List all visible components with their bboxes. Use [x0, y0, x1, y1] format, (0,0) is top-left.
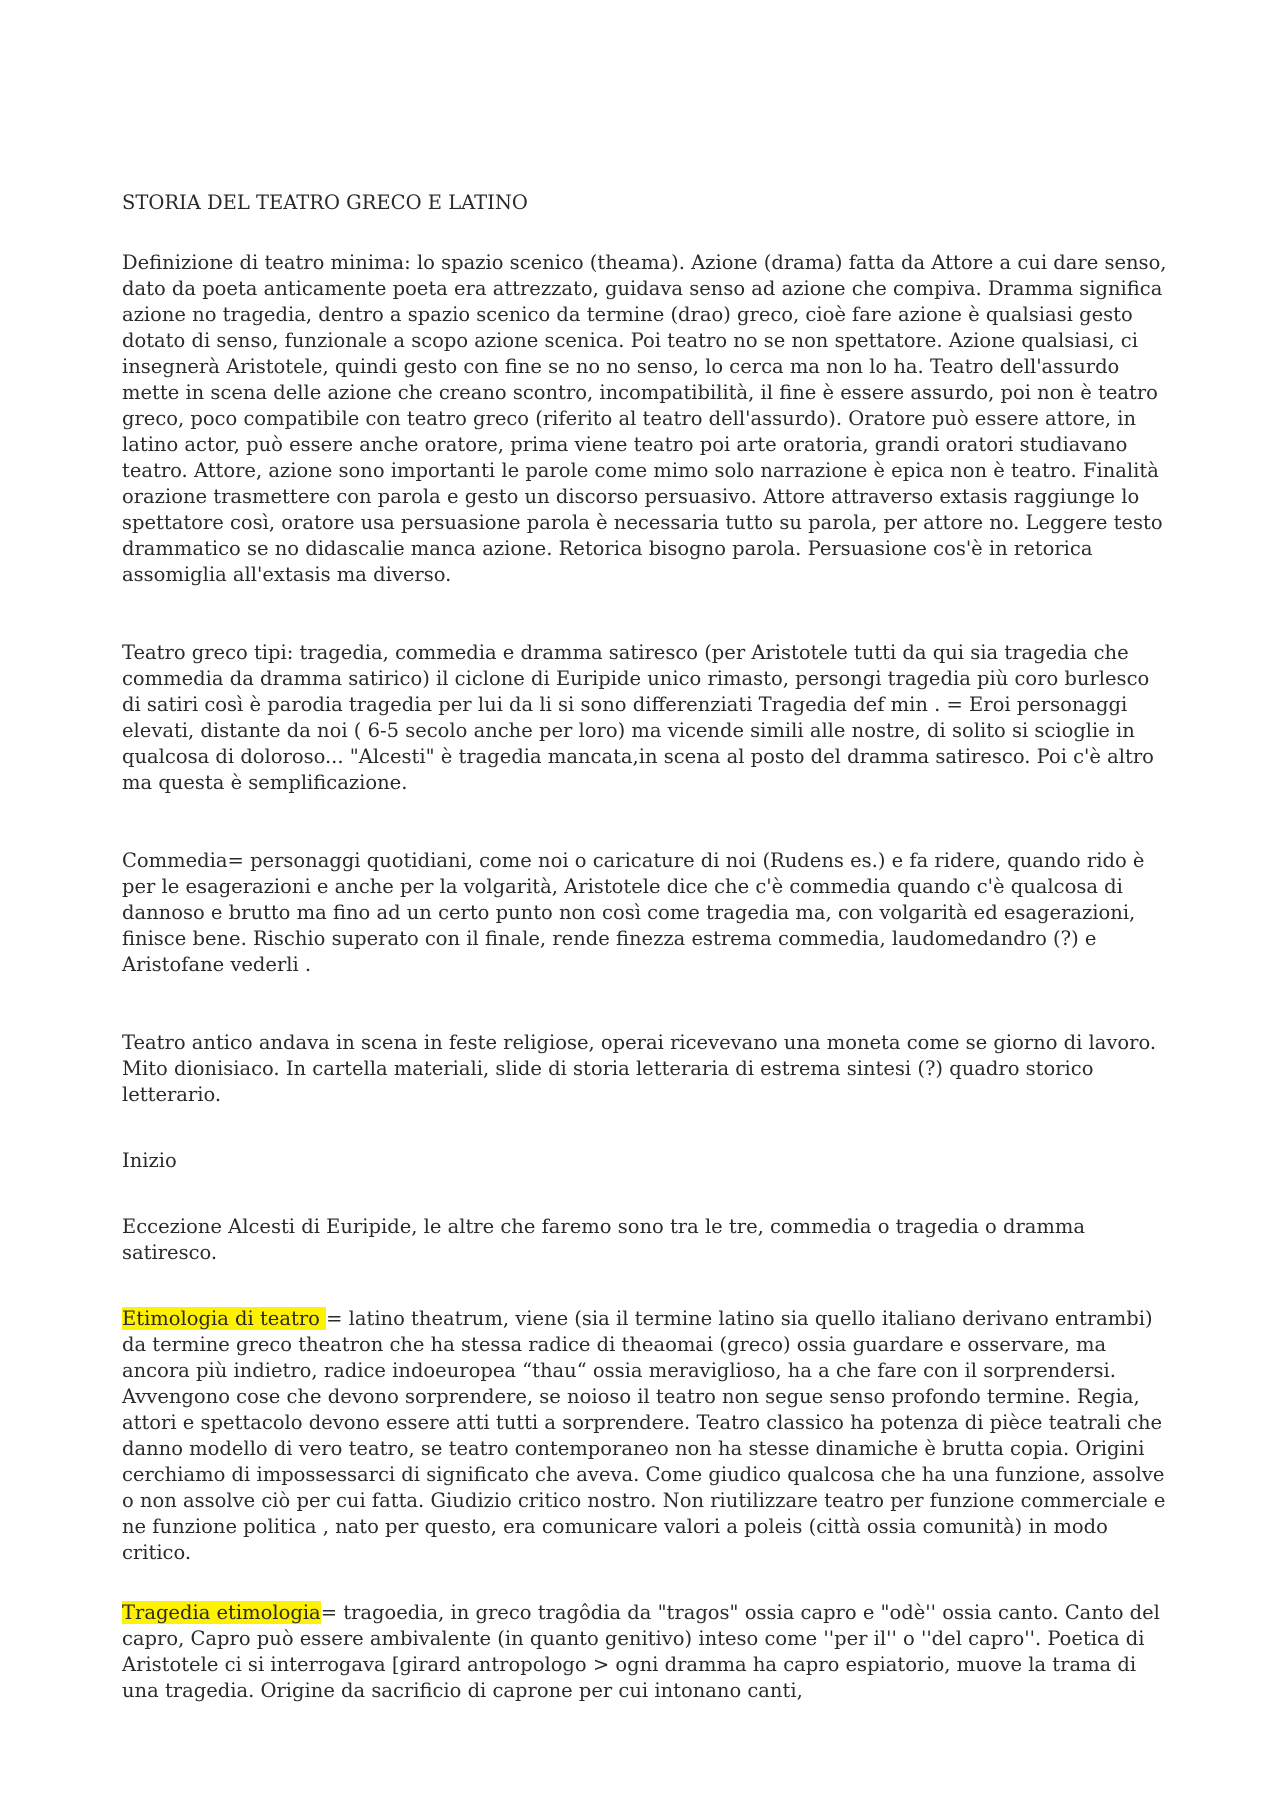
paragraph-text: Definizione di teatro minima: lo spazio scenico (theama). Azione (drama) fatta da Attore a cui dare senso, dato da poeta anticamente poeta era attrezzato, guidava senso ad azione che compiva. Dramma significa azione no tragedia, dentro a spazio scenico da termine (drao) greco, cioè fare azione è qualsiasi gesto dotato di senso, funzionale a scopo azione scenica. Poi teatro no se non spettatore. Azione qualsiasi, ci insegnerà Aristotele, quindi gesto con fine se no no senso, lo cerca ma non lo ha. Teatro dell'assurdo mette in scena delle azione che creano scontro, incompatibilità, il fine è essere assurdo, poi non è teatro greco, poco compatibile con teatro greco (riferito al teatro dell'assurdo). Oratore può essere attore, in latino actor, può essere anche oratore, prima viene teatro poi arte oratoria, grandi oratori studiavano teatro. Attore, azione sono importanti le parole come mimo solo narrazione è epica non è teatro. Finalità orazione trasmettere con parola e gesto un discorso persuasivo. Attore attraverso extasis raggiunge lo spettatore così, oratore usa persuasione parola è necessaria tutto su parola, per attore no. Leggere testo drammatico se no didascalie manca azione. Retorica bisogno parola. Persuasione cos'è in retorica assomiglia all'extasis ma diverso.: [122, 251, 1167, 586]
paragraph-text: Commedia= personaggi quotidiani, come noi o caricature di noi (Rudens es.) e fa ridere, quando rido è per le esagerazioni e anche per la volgarità, Aristotele dice che c'è commedia quando c'è qualcosa di dannoso e brutto ma fino ad un certo punto non così come tragedia ma, con volgarità ed esagerazioni, finisce bene. Rischio superato con il finale, rende finezza estrema commedia, laudomedandro (?) e Aristofane vederli .: [122, 849, 1145, 976]
paragraph-text: Eccezione Alcesti di Euripide, le altre che faremo sono tra le tre, commedia o tragedia o dramma satiresco.: [122, 1215, 1086, 1264]
paragraph-teatro-antico: [122, 1030, 1168, 1108]
paragraph-tragedia-etimologia: [122, 1600, 1168, 1704]
paragraph-teatro-greco-tipi: [122, 640, 1168, 796]
highlighted-heading: Tragedia etimologia: [122, 1601, 321, 1624]
paragraph-inizio: [122, 1148, 1168, 1174]
paragraph-text: Teatro antico andava in scena in feste religiose, operai ricevevano una moneta come se giorno di lavoro. Mito dionisiaco. In cartella materiali, slide di storia letteraria di estrema sintesi (?) quadro storico letterario.: [122, 1031, 1157, 1106]
paragraph-eccezione: [122, 1214, 1168, 1266]
paragraph-text: = tragoedia, in greco tragôdia da "tragos" ossia capro e "odè'' ossia canto. Canto del capro, Capro può essere ambivalente (in quanto genitivo) inteso come ''per il'' o ''del capro''. Poetica di Aristotele ci si interrogava [girard antropologo > ogni dramma ha capro espiatorio, muove la trama di una tragedia. Origine da sacrificio di caprone per cui intonano canti,: [122, 1601, 1160, 1702]
paragraph-text: Teatro greco tipi: tragedia, commedia e dramma satiresco (per Aristotele tutti da qui sia tragedia che commedia da dramma satirico) il ciclone di Euripide unico rimasto, persongi tragedia più coro burlesco di satiri così è parodia tragedia per lui da li si sono differenziati Tragedia def min . = Eroi personaggi elevati, distante da noi ( 6-5 secolo anche per loro) ma vicende simili alle nostre, di solito si scioglie in qualcosa di doloroso... "Alcesti" è tragedia mancata,in scena al posto del dramma satiresco. Poi c'è altro ma questa è semplificazione.: [122, 641, 1154, 794]
paragraph-text: Inizio: [122, 1149, 177, 1172]
paragraph-commedia: [122, 848, 1168, 978]
document-page: [122, 190, 1168, 1704]
paragraph-etimologia-teatro: [122, 1306, 1168, 1566]
paragraph-definizione: [122, 250, 1168, 588]
document-title: STORIA DEL TEATRO GRECO E LATINO: [122, 191, 528, 214]
paragraph-text: = latino theatrum, viene (sia il termine latino sia quello italiano derivano entrambi) da termine greco theatron che ha stessa radice di theaomai (greco) ossia guardare e osservare, ma ancora più indietro, radice indoeuropea “thau“ ossia meraviglioso, ha a che fare con il sorprendersi. Avvengono cose che devono sorprendere, se noioso il teatro non segue senso profondo termine. Regia, attori e spettacolo devono essere atti tutti a sorprendere. Teatro classico ha potenza di pièce teatrali che danno modello di vero teatro, se teatro contemporaneo non ha stesse dinamiche è brutta copia. Origini cerchiamo di impossessarci di significato che aveva. Come giudico qualcosa che ha una funzione, assolve o non assolve ciò per cui fatta. Giudizio critico nostro. Non riutilizzare teatro per funzione commerciale e ne funzione politica , nato per questo, era comunicare valori a poleis (città ossia comunità) in modo critico.: [122, 1307, 1166, 1564]
highlighted-heading: Etimologia di teatro: [122, 1307, 327, 1330]
